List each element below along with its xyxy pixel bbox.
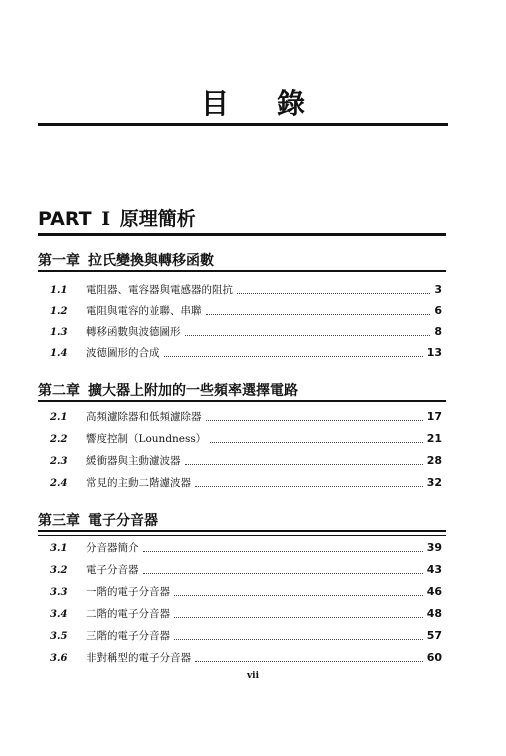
- toc-entry: [50, 453, 442, 471]
- entry-number: 3.3: [50, 587, 68, 598]
- dot-leader: [237, 293, 430, 294]
- toc-entry: [50, 540, 442, 558]
- part-label: PART: [38, 208, 92, 230]
- entry-title: 分音器簡介: [86, 542, 139, 554]
- toc-title-char-1: 目: [200, 87, 229, 120]
- entry-number: 3.2: [50, 565, 68, 576]
- dot-leader: [185, 464, 423, 465]
- chapter-rule: [38, 530, 446, 532]
- entry-page: 46: [426, 585, 442, 598]
- chapter-rule: [38, 270, 446, 272]
- entry-title: 高頻濾除器和低頻濾除器: [86, 411, 202, 423]
- entry-number: 3.1: [50, 543, 68, 554]
- entry-page: 3: [434, 283, 442, 296]
- part-heading: [38, 204, 196, 231]
- toc-title: [0, 82, 506, 122]
- part-roman: I: [101, 208, 111, 230]
- part-name: 原理簡析: [119, 208, 196, 230]
- entry-page: 60: [426, 651, 442, 664]
- dot-leader: [164, 356, 423, 357]
- entry-number: 2.2: [50, 434, 68, 445]
- toc-title-char-2: 錄: [277, 87, 306, 120]
- entry-page: 32: [426, 476, 442, 489]
- toc-entry: [50, 562, 442, 580]
- part-rule: [38, 233, 446, 236]
- entry-title: 波德圖形的合成: [86, 347, 160, 359]
- entry-page: 21: [426, 432, 442, 445]
- dot-leader: [174, 639, 423, 640]
- entry-number: 2.1: [50, 412, 68, 423]
- entry-number: 3.6: [50, 653, 68, 664]
- dot-leader: [143, 573, 423, 574]
- entry-title: 常見的主動二階濾波器: [86, 477, 191, 489]
- toc-entry: [50, 606, 442, 624]
- entry-title: 轉移函數與波德圖形: [86, 326, 181, 338]
- dot-leader: [174, 617, 423, 618]
- entry-page: 57: [426, 629, 442, 642]
- dot-leader: [206, 420, 423, 421]
- entry-page: 28: [426, 454, 442, 467]
- toc-entry: [50, 324, 442, 342]
- entry-number: 1.4: [50, 348, 68, 359]
- dot-leader: [185, 335, 431, 336]
- chapter-title: 拉氏變換與轉移函數: [88, 253, 214, 269]
- entry-page: 39: [426, 541, 442, 554]
- entry-number: 2.3: [50, 456, 68, 467]
- entry-page: 8: [434, 325, 442, 338]
- chapter-heading-2: [38, 380, 448, 400]
- entry-title: 非對稱型的電子分音器: [86, 652, 191, 664]
- entry-title: 二階的電子分音器: [86, 608, 170, 620]
- entry-title: 電阻與電容的並聯、串聯: [86, 305, 202, 317]
- entry-page: 17: [426, 410, 442, 423]
- entry-page: 43: [426, 563, 442, 576]
- entry-number: 1.2: [50, 306, 68, 317]
- entry-number: 1.1: [50, 285, 68, 296]
- dot-leader: [210, 442, 422, 443]
- toc-entry: [50, 345, 442, 363]
- chapter-heading-1: [38, 250, 448, 270]
- dot-leader: [195, 486, 423, 487]
- entry-number: 2.4: [50, 478, 68, 489]
- page-number-footer: vii: [246, 671, 260, 681]
- toc-entry: [50, 431, 442, 449]
- chapter-title: 擴大器上附加的一些頻率選擇電路: [88, 383, 298, 399]
- title-rule: [38, 123, 448, 126]
- entry-number: 3.5: [50, 631, 68, 642]
- entry-title: 響度控制（Loundness）: [86, 433, 207, 445]
- entry-title: 三階的電子分音器: [86, 630, 170, 642]
- toc-entry: [50, 409, 442, 427]
- toc-entry: [50, 584, 442, 602]
- toc-entry: [50, 475, 442, 493]
- entry-title: 電阻器、電容器與電感器的阻抗: [86, 284, 233, 296]
- dot-leader: [195, 661, 423, 662]
- chapter-label: 第二章: [38, 383, 80, 399]
- chapter-rule: [38, 400, 446, 402]
- toc-entry: [50, 303, 442, 321]
- entry-number: 1.3: [50, 327, 68, 338]
- dot-leader: [174, 595, 423, 596]
- toc-entry: [50, 282, 442, 300]
- entry-title: 一階的電子分音器: [86, 586, 170, 598]
- toc-entry: [50, 628, 442, 646]
- dot-leader: [143, 551, 423, 552]
- entry-page: 6: [434, 304, 442, 317]
- toc-entry: [50, 650, 442, 668]
- chapter-title: 電子分音器: [88, 513, 158, 529]
- chapter-heading-3: [38, 510, 448, 530]
- chapter-rule-thin: [38, 535, 446, 536]
- entry-title: 緩衝器與主動濾波器: [86, 455, 181, 467]
- entry-number: 3.4: [50, 609, 68, 620]
- entry-title: 電子分音器: [86, 564, 139, 576]
- entry-page: 13: [426, 346, 442, 359]
- dot-leader: [206, 314, 431, 315]
- chapter-label: 第三章: [38, 513, 80, 529]
- entry-page: 48: [426, 607, 442, 620]
- chapter-label: 第一章: [38, 253, 80, 269]
